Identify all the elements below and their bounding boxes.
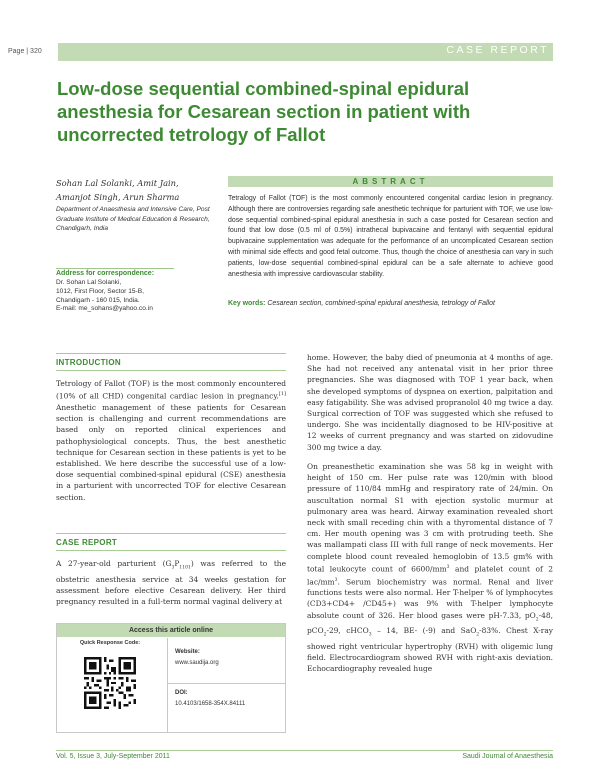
website-label: Website:: [175, 649, 200, 655]
case-report-heading: CASE REPORT: [56, 538, 118, 547]
case-report-text: A 27-year-old parturient $(G_3P_{1101})$ was referred to the obstetric anesthesia service at 34 weeks gestation for assessment before elective Cesarean delivery. Her third pregnancy resulted in a full-term normal vaginal delivery at: [56, 559, 286, 607]
introduction-text: [56, 378, 286, 503]
doi-value[interactable]: 10.4103/1658-354X.84111: [175, 701, 246, 707]
keywords-list: Cesarean section, combined-spinal epidural anesthesia, tetrology of Fallot: [267, 300, 495, 307]
intro-sentence: Tetrology of Fallot (TOF) is the most commonly encountered (10% of all CHD) congenital cardiac lesion in pregnancy.: [56, 379, 286, 401]
footer-issue: Vol. 5, Issue 3, July-September 2011: [56, 753, 170, 760]
address-line: Dr. Sohan Lal Solanki,: [56, 279, 122, 286]
section-label: CASE REPORT: [446, 44, 549, 56]
address-line: 1012, First Floor, Sector 15-B,: [56, 287, 144, 295]
right-column-paragraph: home. However, the baby died of pneumonia at 4 months of age. She had not received any antenatal visit in her prior three pregnancies. She was diagnosed with TOF 1 year back, when she developed symptoms of dyspnea on exertion, palpitation and easy fatigability. She was advised propranolol 40 mg twice a day. Surgical correction of TOF was suggested which she refused to undergo. She was incidentally diagnosed to be HIV-positive at 12 weeks of current pregnancy and was started on zidovudine 300 mg twice a day.: [307, 353, 553, 452]
qr-code[interactable]: [84, 657, 136, 709]
website-link[interactable]: www.saudija.org: [175, 660, 219, 666]
doi-label: DOI:: [175, 690, 188, 696]
section-rule: [56, 533, 286, 534]
authors: Sohan Lal Solanki, Amit Jain, Amanjot Singh, Arun Sharma: [56, 178, 180, 202]
correspondence-address: [56, 279, 216, 314]
section-rule: [56, 353, 286, 354]
footer-rule: [56, 750, 553, 751]
affiliation: Department of Anaesthesia and Intensive Care, Post Graduate Institute of Medical Education & Research, Chandigarh, India: [56, 206, 210, 232]
correspondence-heading: Address for correspondence:: [56, 270, 155, 277]
email-address[interactable]: E-mail: me_sohans@yahoo.co.in: [56, 305, 153, 313]
right-column-paragraph: On preanesthetic examination she was 58 kg in weight with height of 150 cm. Her pulse rate was 120/min with blood pressure of 110/84 mmHg and respiratory rate of 24/min. On auscultation normal S1 with ejection systolic murmur at pulmonary area was heard. Airway examination revealed short neck with small receding chin with a thyromental distance of 7 cm. Her mouth opening was 3 cm with protruding teeth. She was mallampati class III with full range of neck movements. Her complete blood count revealed hemoglobin of 13.5 gm% with total leukocyte count of $6600/mm^3$ and platelet count of 2 lac/$mm^3$. Serum biochemistry was normal. Renal and liver functions tests were also normal. Her T-helper % of lymphocytes (CD3+CD4+ /CD45+) was 9% with T-helper lymphocyte absolute count of 326. Her blood gases were pH-7.33, $pO_2-48$, pCO$_2$-29, cHCO$_3$ – 14, BE- (-9) and SaO$_2$-83%. Chest X-ray showed right ventricular hypertrophy (RVH) with oligemic lung field. Electrocardiogram showed RVH with right-axis deviation. Echocardiography revealed huge: [307, 462, 553, 674]
abstract-text: Tetralogy of Fallot (TOF) is the most commonly encountered congenital cardiac lesion in pregnancy. Although there are controversies regarding safe anesthetic technique for parturient with TOF, we use low-dose sequential combined-spinal epidural anesthesia in such a case posted for Cesarean section and found that low dose (0.5 ml of 0.5%) intrathecal bupivacaine and fentanyl with sequential epidural bupivacaine supplementation was adequate for the performance of an uncomplicated Cesarean section with minimal side effects and good fetal outcome. Thus, though the choice of anesthesia can vary in such patients, low-dose sequential combined-spinal epidural can be a safe alternate to achieve good anesthesia with impressive cardiovascular stability.: [228, 195, 553, 278]
divider: [167, 638, 168, 732]
footer-journal: Saudi Journal of Anaesthesia: [462, 753, 553, 760]
citation-ref[interactable]: [1]: [278, 391, 286, 398]
keywords-label: Key words:: [228, 300, 266, 307]
abstract-heading: ABSTRACT: [352, 177, 429, 186]
divider: [168, 683, 285, 684]
access-box-title: Access this article online: [57, 624, 285, 637]
section-rule: [56, 550, 286, 551]
page-number: Page | 320: [8, 48, 42, 55]
introduction-heading: INTRODUCTION: [56, 358, 121, 367]
keywords: [228, 299, 558, 309]
divider: [56, 268, 174, 269]
address-line: Chandigarh - 160 015, India.: [56, 296, 140, 304]
qr-code-label: Quick Response Code:: [79, 640, 141, 646]
section-rule: [56, 370, 286, 371]
article-title: Low-dose sequential combined-spinal epidural anesthesia for Cesarean section in patient with uncorrected tetrology of Fallot: [57, 78, 471, 145]
intro-body: Anesthetic management of these patients for Cesarean section is challenging and current recommendations are based only on reported clinical experiences and pathophysiological concepts. Thus, the best anesthetic technique for Cesarean section in these patients is yet to be established. We here describe the successful use of a low-dose sequential combined-spinal epidural (CSE) anesthesia in a parturient with uncorrected TOF for elective Cesarean section.: [56, 402, 286, 502]
